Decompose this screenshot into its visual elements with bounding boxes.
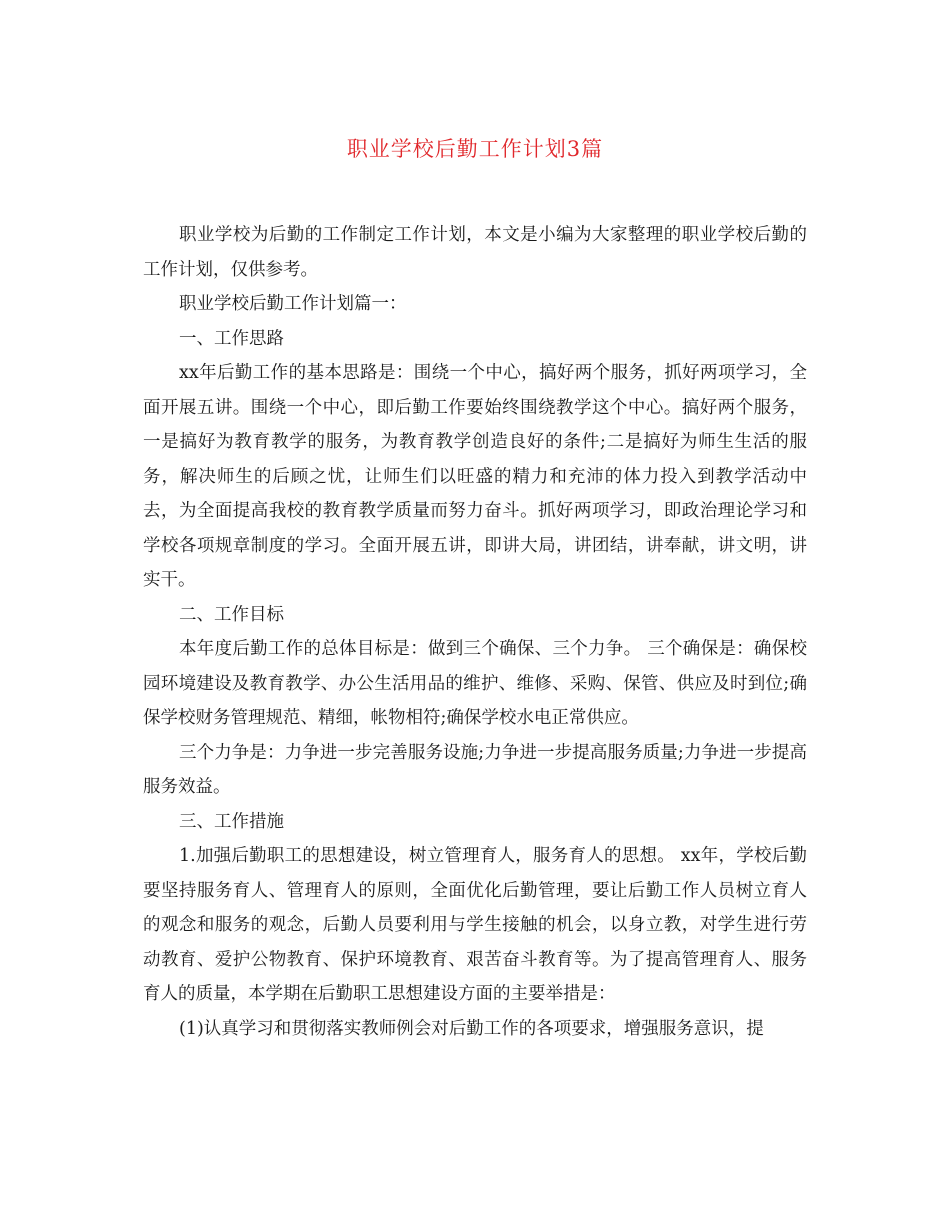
section-heading-work-measures: 三、工作措施 (179, 811, 284, 832)
work-goals-paragraph: 本年度后勤工作的总体目标是：做到三个确保、三个力争。 三个确保是：确保校园环境建设及教育教学、办公生活用品的维护、维修、采购、保管、供应及时到位;确保学校财务管理规范、精细，帐物相符;确保学校水电正常供应。 (143, 639, 807, 728)
section-heading-work-ideas: 一、工作思路 (179, 328, 284, 349)
document-body (143, 218, 807, 1046)
work-ideas-paragraph: xx年后勤工作的基本思路是：围绕一个中心，搞好两个服务，抓好两项学习，全面开展五讲。围绕一个中心，即后勤工作要始终围绕教学这个中心。搞好两个服务，一是搞好为教育教学的服务，为教育教学创造良好的条件;二是搞好为师生生活的服务，解决师生的后顾之忧，让师生们以旺盛的精力和充沛的体力投入到教学活动中去，为全面提高我校的教育教学质量而努力奋斗。抓好两项学习，即政治理论学习和学校各项规章制度的学习。全面开展五讲，即讲大局，讲团结，讲奉献，讲文明，讲实干。 (143, 363, 807, 590)
section-heading-plan-one: 职业学校后勤工作计划篇一： (179, 294, 407, 314)
three-strive-paragraph: 三个力争是：力争进一步完善服务设施;力争进一步提高服务质量;力争进一步提高服务效益。 (143, 742, 807, 797)
intro-paragraph: 职业学校为后勤的工作制定工作计划，本文是小编为大家整理的职业学校后勤的工作计划，仅供参考。 (143, 225, 807, 280)
measure-one-paragraph: 1.加强后勤职工的思想建设，树立管理育人，服务育人的思想。 xx年，学校后勤要坚持服务育人、管理育人的原则，全面优化后勤管理，要让后勤工作人员树立育人的观念和服务的观念，后勤人员要利用与学生接触的机会，以身立教，对学生进行劳动教育、爱护公物教育、保护环境教育、艰苦奋斗教育等。为了提高管理育人、服务育人的质量，本学期在后勤职工思想建设方面的主要举措是： (143, 846, 807, 1004)
document-title: 职业学校后勤工作计划3篇 (346, 137, 604, 161)
section-heading-work-goals: 二、工作目标 (179, 604, 284, 625)
measure-one-item-one: (1)认真学习和贯彻落实教师例会对后勤工作的各项要求，增强服务意识，提 (179, 1018, 764, 1039)
